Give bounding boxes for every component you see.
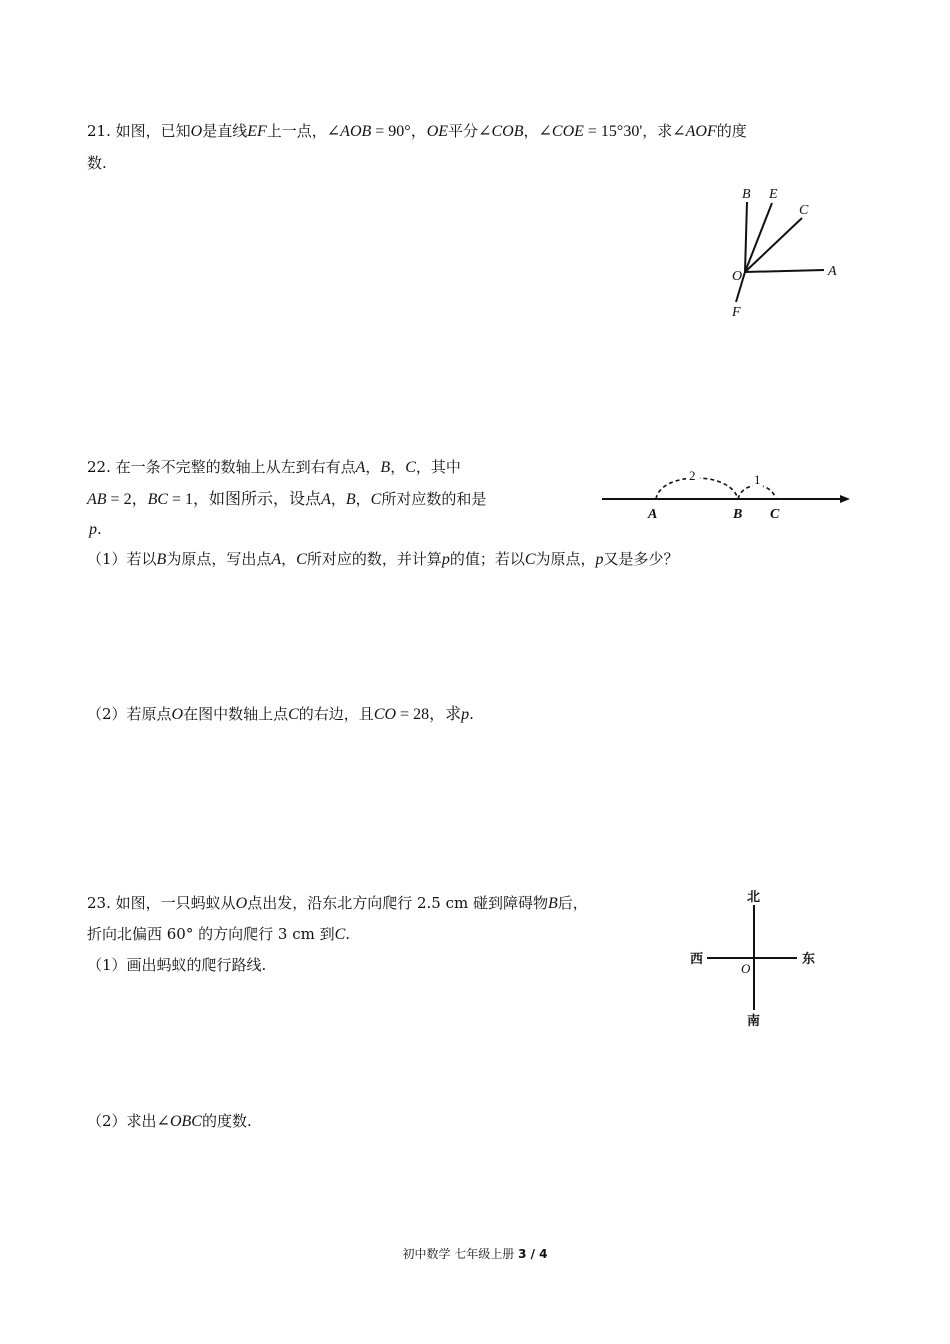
label-south: 南 bbox=[747, 1014, 761, 1029]
ray-oc bbox=[745, 218, 802, 272]
label-north: 北 bbox=[747, 890, 761, 905]
arc-bc-label: 1 bbox=[754, 472, 761, 487]
q23-line1: 23. 如图，一只蚂蚁从O点出发，沿东北方向爬行 2.5 cm 碰到障碍物B后， bbox=[87, 894, 588, 912]
label-a: A bbox=[828, 264, 837, 279]
label-c: C bbox=[799, 203, 809, 218]
label-a: A bbox=[648, 507, 658, 522]
q22-line3: p. bbox=[89, 520, 102, 538]
q23-line2: 折向北偏西 60° 的方向爬行 3 cm 到C. bbox=[87, 925, 351, 943]
q23-compass-figure bbox=[685, 885, 825, 1030]
footer-subject: 初中数学 七年级上册 bbox=[402, 1247, 519, 1261]
label-east: 东 bbox=[802, 952, 816, 967]
label-b: B bbox=[742, 187, 751, 202]
arc-ab-label: 2 bbox=[689, 468, 696, 483]
ray-ob bbox=[745, 202, 747, 272]
q23-part1: （1）画出蚂蚁的爬行路线. bbox=[87, 956, 267, 974]
ray-oa bbox=[745, 270, 824, 272]
q22-part2: （2）若原点O在图中数轴上点C的右边，且CO = 28，求p. bbox=[87, 705, 474, 723]
label-o: O bbox=[732, 269, 743, 284]
q23-part2: （2）求出∠OBC的度数. bbox=[87, 1112, 252, 1130]
q22-line2: AB = 2，BC = 1，如图所示，设点A，B，C所对应数的和是 bbox=[87, 490, 487, 508]
arc-bc bbox=[738, 485, 776, 499]
label-b: B bbox=[733, 507, 743, 522]
q22-line1: 22. 在一条不完整的数轴上从左到右有点A，B，C，其中 bbox=[87, 458, 461, 476]
label-f: F bbox=[732, 305, 741, 320]
page-footer bbox=[0, 1245, 950, 1262]
label-o: O bbox=[741, 961, 751, 976]
q22-part1: （1）若以B为原点，写出点A，C所对应的数，并计算p的值；若以C为原点，p又是多少？ bbox=[87, 550, 679, 568]
label-west: 西 bbox=[690, 952, 704, 967]
label-e: E bbox=[769, 187, 778, 202]
label-c: C bbox=[770, 507, 780, 522]
arrow-head bbox=[840, 495, 850, 503]
q22-number-line-figure bbox=[600, 462, 860, 527]
footer-page-number: 3 / 4 bbox=[518, 1247, 548, 1261]
q21-line2: 数. bbox=[87, 154, 107, 172]
ray-oe bbox=[745, 203, 772, 272]
q21-angle-figure bbox=[720, 180, 850, 320]
q21-line1: 21. 如图，已知O是直线EF上一点，∠AOB = 90°，OE平分∠COB，∠COE = 15°30'，求∠AOF的度 bbox=[87, 122, 747, 140]
